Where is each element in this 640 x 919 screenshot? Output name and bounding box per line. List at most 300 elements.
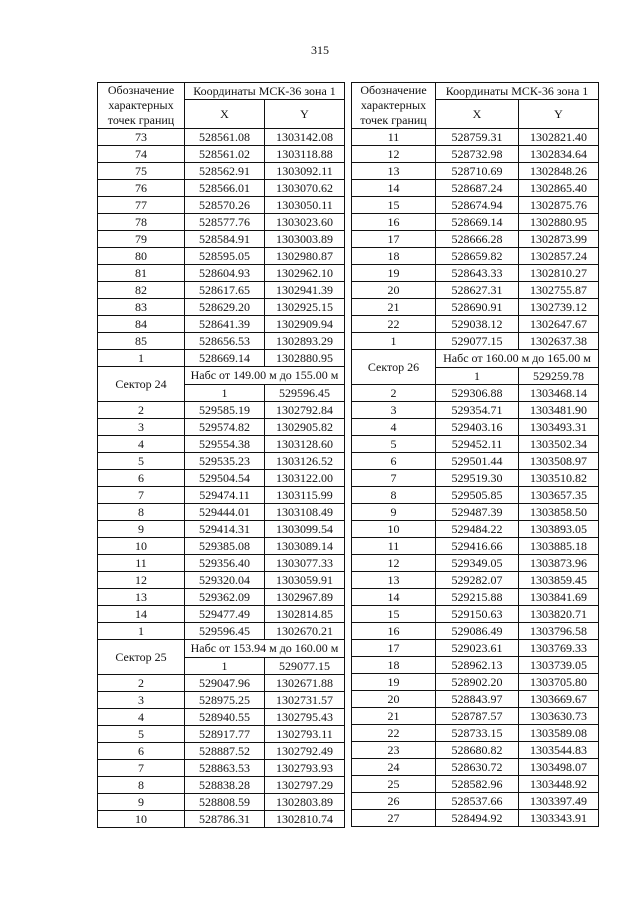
table-header-row xyxy=(98,83,345,100)
point-number-cell: 7 xyxy=(352,470,436,487)
x-coordinate-cell: 529349.05 xyxy=(436,555,519,572)
point-number-cell: 74 xyxy=(98,146,185,163)
coordinate-system-header: Координаты МСК-36 зона 1 xyxy=(185,83,345,100)
table-row xyxy=(352,436,599,453)
table-row xyxy=(352,708,599,725)
x-coordinate-cell: 528759.31 xyxy=(436,129,519,146)
point-number-cell: 2 xyxy=(352,385,436,402)
x-coordinate-cell: 529596.45 xyxy=(265,385,345,402)
x-coordinate-cell: 529047.96 xyxy=(185,675,265,692)
x-coordinate-cell: 529385.08 xyxy=(185,538,265,555)
point-number-cell: 11 xyxy=(98,555,185,572)
table-row xyxy=(352,163,599,180)
y-coordinate-cell: 1303510.82 xyxy=(519,470,599,487)
table-row xyxy=(98,521,345,538)
point-number-cell: 79 xyxy=(98,231,185,248)
y-coordinate-cell: 1302821.40 xyxy=(519,129,599,146)
table-row xyxy=(98,265,345,282)
y-coordinate-cell: 1302793.93 xyxy=(265,760,345,777)
table-row xyxy=(98,129,345,146)
point-number-cell: 21 xyxy=(352,299,436,316)
x-coordinate-cell: 528863.53 xyxy=(185,760,265,777)
x-coordinate-cell: 528494.92 xyxy=(436,810,519,827)
table-row xyxy=(352,793,599,810)
point-number-cell: 76 xyxy=(98,180,185,197)
y-coordinate-cell: 1302637.38 xyxy=(519,333,599,350)
y-coordinate-cell: 1303858.50 xyxy=(519,504,599,521)
y-coordinate-cell: 1303589.08 xyxy=(519,725,599,742)
x-coordinate-cell: 528733.15 xyxy=(436,725,519,742)
y-coordinate-cell: 1303769.33 xyxy=(519,640,599,657)
y-coordinate-cell: 1303115.99 xyxy=(265,487,345,504)
sector-label: Сектор 26 xyxy=(352,350,436,385)
x-coordinate-cell: 528584.91 xyxy=(185,231,265,248)
point-number-cell: 4 xyxy=(352,419,436,436)
coordinate-system-header: Координаты МСК-36 зона 1 xyxy=(436,83,599,100)
height-range-label: Набс от 149.00 м до 155.00 м xyxy=(185,367,345,385)
table-row xyxy=(352,197,599,214)
x-header: X xyxy=(436,100,519,129)
table-row xyxy=(352,521,599,538)
x-coordinate-cell: 528962.13 xyxy=(436,657,519,674)
table-row xyxy=(352,742,599,759)
y-coordinate-cell: 1303070.62 xyxy=(265,180,345,197)
y-coordinate-cell: 1302755.87 xyxy=(519,282,599,299)
table-row xyxy=(352,333,599,350)
table-row xyxy=(352,572,599,589)
y-coordinate-cell: 1302671.88 xyxy=(265,675,345,692)
y-coordinate-cell: 1302962.10 xyxy=(265,265,345,282)
x-coordinate-cell: 528537.66 xyxy=(436,793,519,810)
table-row xyxy=(98,640,345,658)
point-number-cell: 22 xyxy=(352,725,436,742)
point-number-cell: 2 xyxy=(98,402,185,419)
table-row xyxy=(352,657,599,674)
y-coordinate-cell: 1302873.99 xyxy=(519,231,599,248)
table-row xyxy=(352,623,599,640)
x-coordinate-cell: 528566.01 xyxy=(185,180,265,197)
y-coordinate-cell: 1302880.95 xyxy=(265,350,345,367)
point-number-cell: 25 xyxy=(352,776,436,793)
y-coordinate-cell: 1303059.91 xyxy=(265,572,345,589)
y-coordinate-cell: 1303003.89 xyxy=(265,231,345,248)
coordinates-table-right-body xyxy=(352,83,599,827)
y-coordinate-cell: 1302909.94 xyxy=(265,316,345,333)
table-row xyxy=(352,674,599,691)
x-coordinate-cell: 528917.77 xyxy=(185,726,265,743)
y-coordinate-cell: 1303859.45 xyxy=(519,572,599,589)
table-row xyxy=(98,555,345,572)
point-number-cell: 9 xyxy=(98,521,185,538)
point-number-cell: 18 xyxy=(352,248,436,265)
point-number-cell: 20 xyxy=(352,691,436,708)
table-row xyxy=(98,231,345,248)
y-coordinate-cell: 1303077.33 xyxy=(265,555,345,572)
y-coordinate-cell: 1302925.15 xyxy=(265,299,345,316)
x-header: X xyxy=(185,100,265,129)
x-coordinate-cell: 529150.63 xyxy=(436,606,519,623)
table-row xyxy=(352,265,599,282)
point-number-cell: 6 xyxy=(352,453,436,470)
x-coordinate-cell: 529585.19 xyxy=(185,402,265,419)
y-coordinate-cell: 1303508.97 xyxy=(519,453,599,470)
table-row xyxy=(352,640,599,657)
point-number-cell: 1 xyxy=(436,368,519,385)
table-row xyxy=(352,231,599,248)
point-number-cell: 85 xyxy=(98,333,185,350)
table-row xyxy=(98,436,345,453)
table-row xyxy=(98,589,345,606)
y-coordinate-cell: 1302880.95 xyxy=(519,214,599,231)
x-coordinate-cell: 528808.59 xyxy=(185,794,265,811)
x-coordinate-cell: 528687.24 xyxy=(436,180,519,197)
table-row xyxy=(352,282,599,299)
y-coordinate-cell: 1303493.31 xyxy=(519,419,599,436)
x-coordinate-cell: 529504.54 xyxy=(185,470,265,487)
point-number-cell: 1 xyxy=(352,333,436,350)
point-designation-header: Обозначение характерных точек границ xyxy=(98,83,185,129)
x-coordinate-cell: 528843.97 xyxy=(436,691,519,708)
table-row xyxy=(98,197,345,214)
point-number-cell: 8 xyxy=(352,487,436,504)
point-number-cell: 27 xyxy=(352,810,436,827)
table-row xyxy=(98,282,345,299)
x-coordinate-cell: 529519.30 xyxy=(436,470,519,487)
x-coordinate-cell: 529215.88 xyxy=(436,589,519,606)
y-coordinate-cell: 1302731.57 xyxy=(265,692,345,709)
point-number-cell: 3 xyxy=(352,402,436,419)
x-coordinate-cell: 529362.09 xyxy=(185,589,265,606)
x-coordinate-cell: 528787.57 xyxy=(436,708,519,725)
table-row xyxy=(352,385,599,402)
x-coordinate-cell: 529077.15 xyxy=(436,333,519,350)
table-row xyxy=(352,419,599,436)
x-coordinate-cell: 529077.15 xyxy=(265,658,345,675)
point-number-cell: 12 xyxy=(352,146,436,163)
y-coordinate-cell: 1303448.92 xyxy=(519,776,599,793)
point-number-cell: 2 xyxy=(98,675,185,692)
x-coordinate-cell: 528690.91 xyxy=(436,299,519,316)
x-coordinate-cell: 528561.02 xyxy=(185,146,265,163)
point-number-cell: 23 xyxy=(352,742,436,759)
table-row xyxy=(98,794,345,811)
table-row xyxy=(98,504,345,521)
y-coordinate-cell: 1303739.05 xyxy=(519,657,599,674)
point-number-cell: 4 xyxy=(98,709,185,726)
x-coordinate-cell: 529416.66 xyxy=(436,538,519,555)
point-designation-header: Обозначение характерных точек границ xyxy=(352,83,436,129)
point-number-cell: 15 xyxy=(352,606,436,623)
point-number-cell: 14 xyxy=(352,180,436,197)
y-coordinate-cell: 1303544.83 xyxy=(519,742,599,759)
point-number-cell: 17 xyxy=(352,231,436,248)
point-number-cell: 75 xyxy=(98,163,185,180)
table-row xyxy=(352,725,599,742)
table-row xyxy=(352,129,599,146)
y-coordinate-cell: 1302797.29 xyxy=(265,777,345,794)
y-coordinate-cell: 1303669.67 xyxy=(519,691,599,708)
x-coordinate-cell: 529038.12 xyxy=(436,316,519,333)
x-coordinate-cell: 528582.96 xyxy=(436,776,519,793)
point-number-cell: 13 xyxy=(352,572,436,589)
table-row xyxy=(352,776,599,793)
y-coordinate-cell: 1302980.87 xyxy=(265,248,345,265)
y-coordinate-cell: 1303142.08 xyxy=(265,129,345,146)
table-row xyxy=(352,759,599,776)
point-number-cell: 5 xyxy=(98,453,185,470)
x-coordinate-cell: 528975.25 xyxy=(185,692,265,709)
y-coordinate-cell: 1303481.90 xyxy=(519,402,599,419)
y-coordinate-cell: 1302848.26 xyxy=(519,163,599,180)
table-row xyxy=(98,760,345,777)
x-coordinate-cell: 529487.39 xyxy=(436,504,519,521)
point-number-cell: 22 xyxy=(352,316,436,333)
point-number-cell: 10 xyxy=(98,538,185,555)
y-coordinate-cell: 1303893.05 xyxy=(519,521,599,538)
x-coordinate-cell: 529477.49 xyxy=(185,606,265,623)
table-row xyxy=(352,691,599,708)
x-coordinate-cell: 529320.04 xyxy=(185,572,265,589)
x-coordinate-cell: 528940.55 xyxy=(185,709,265,726)
x-coordinate-cell: 529259.78 xyxy=(519,368,599,385)
point-number-cell: 13 xyxy=(352,163,436,180)
point-number-cell: 77 xyxy=(98,197,185,214)
x-coordinate-cell: 528561.08 xyxy=(185,129,265,146)
y-coordinate-cell: 1303343.91 xyxy=(519,810,599,827)
y-coordinate-cell: 1302739.12 xyxy=(519,299,599,316)
point-number-cell: 17 xyxy=(352,640,436,657)
y-coordinate-cell: 1302814.85 xyxy=(265,606,345,623)
y-coordinate-cell: 1303468.14 xyxy=(519,385,599,402)
point-number-cell: 3 xyxy=(98,692,185,709)
x-coordinate-cell: 528666.28 xyxy=(436,231,519,248)
point-number-cell: 81 xyxy=(98,265,185,282)
x-coordinate-cell: 529306.88 xyxy=(436,385,519,402)
y-coordinate-cell: 1303099.54 xyxy=(265,521,345,538)
x-coordinate-cell: 528710.69 xyxy=(436,163,519,180)
y-coordinate-cell: 1302670.21 xyxy=(265,623,345,640)
x-coordinate-cell: 529414.31 xyxy=(185,521,265,538)
y-coordinate-cell: 1303630.73 xyxy=(519,708,599,725)
point-number-cell: 10 xyxy=(352,521,436,538)
y-coordinate-cell: 1302893.29 xyxy=(265,333,345,350)
point-number-cell: 78 xyxy=(98,214,185,231)
table-row xyxy=(98,299,345,316)
table-row xyxy=(352,248,599,265)
x-coordinate-cell: 528629.20 xyxy=(185,299,265,316)
x-coordinate-cell: 528577.76 xyxy=(185,214,265,231)
y-coordinate-cell: 1303023.60 xyxy=(265,214,345,231)
point-number-cell: 20 xyxy=(352,282,436,299)
y-coordinate-cell: 1302865.40 xyxy=(519,180,599,197)
y-coordinate-cell: 1303092.11 xyxy=(265,163,345,180)
y-header: Y xyxy=(265,100,345,129)
y-coordinate-cell: 1303128.60 xyxy=(265,436,345,453)
point-number-cell: 4 xyxy=(98,436,185,453)
x-coordinate-cell: 529574.82 xyxy=(185,419,265,436)
table-row xyxy=(352,470,599,487)
table-row xyxy=(98,777,345,794)
x-coordinate-cell: 528570.26 xyxy=(185,197,265,214)
table-row xyxy=(98,146,345,163)
point-number-cell: 12 xyxy=(98,572,185,589)
page-number: 315 xyxy=(311,43,329,57)
point-number-cell: 80 xyxy=(98,248,185,265)
x-coordinate-cell: 529444.01 xyxy=(185,504,265,521)
height-range-label: Набс от 153.94 м до 160.00 м xyxy=(185,640,345,658)
table-row xyxy=(98,726,345,743)
point-number-cell: 9 xyxy=(352,504,436,521)
point-number-cell: 10 xyxy=(98,811,185,828)
y-coordinate-cell: 1302810.74 xyxy=(265,811,345,828)
sector-label: Сектор 24 xyxy=(98,367,185,402)
y-coordinate-cell: 1302967.89 xyxy=(265,589,345,606)
table-row xyxy=(98,811,345,828)
point-number-cell: 12 xyxy=(352,555,436,572)
y-coordinate-cell: 1302857.24 xyxy=(519,248,599,265)
y-coordinate-cell: 1303796.58 xyxy=(519,623,599,640)
table-row xyxy=(352,606,599,623)
table-row xyxy=(98,214,345,231)
point-number-cell: 82 xyxy=(98,282,185,299)
table-row xyxy=(98,538,345,555)
table-header-row xyxy=(352,83,599,100)
y-coordinate-cell: 1303397.49 xyxy=(519,793,599,810)
x-coordinate-cell: 529354.71 xyxy=(436,402,519,419)
table-row xyxy=(98,709,345,726)
point-number-cell: 1 xyxy=(98,350,185,367)
x-coordinate-cell: 528627.31 xyxy=(436,282,519,299)
y-coordinate-cell: 1303705.80 xyxy=(519,674,599,691)
x-coordinate-cell: 529501.44 xyxy=(436,453,519,470)
table-row xyxy=(352,402,599,419)
point-number-cell: 73 xyxy=(98,129,185,146)
point-number-cell: 11 xyxy=(352,538,436,555)
x-coordinate-cell: 529282.07 xyxy=(436,572,519,589)
y-coordinate-cell: 1302792.49 xyxy=(265,743,345,760)
table-row xyxy=(98,367,345,385)
point-number-cell: 1 xyxy=(185,658,265,675)
point-number-cell: 6 xyxy=(98,470,185,487)
y-coordinate-cell: 1303126.52 xyxy=(265,453,345,470)
table-row xyxy=(98,606,345,623)
point-number-cell: 1 xyxy=(98,623,185,640)
x-coordinate-cell: 528902.20 xyxy=(436,674,519,691)
x-coordinate-cell: 529505.85 xyxy=(436,487,519,504)
x-coordinate-cell: 528617.65 xyxy=(185,282,265,299)
table-row xyxy=(352,146,599,163)
table-row xyxy=(352,504,599,521)
y-coordinate-cell: 1302941.39 xyxy=(265,282,345,299)
x-coordinate-cell: 528732.98 xyxy=(436,146,519,163)
sector-label: Сектор 25 xyxy=(98,640,185,675)
y-coordinate-cell: 1303885.18 xyxy=(519,538,599,555)
point-number-cell: 8 xyxy=(98,777,185,794)
x-coordinate-cell: 528656.53 xyxy=(185,333,265,350)
x-coordinate-cell: 528669.14 xyxy=(185,350,265,367)
y-coordinate-cell: 1303118.88 xyxy=(265,146,345,163)
table-row xyxy=(98,248,345,265)
y-coordinate-cell: 1302793.11 xyxy=(265,726,345,743)
y-coordinate-cell: 1303089.14 xyxy=(265,538,345,555)
point-number-cell: 13 xyxy=(98,589,185,606)
table-row xyxy=(352,180,599,197)
table-row xyxy=(98,743,345,760)
table-row xyxy=(352,316,599,333)
table-row xyxy=(98,163,345,180)
x-coordinate-cell: 528643.33 xyxy=(436,265,519,282)
x-coordinate-cell: 529356.40 xyxy=(185,555,265,572)
table-row xyxy=(352,299,599,316)
x-coordinate-cell: 528838.28 xyxy=(185,777,265,794)
point-number-cell: 6 xyxy=(98,743,185,760)
x-coordinate-cell: 529452.11 xyxy=(436,436,519,453)
y-coordinate-cell: 1302803.89 xyxy=(265,794,345,811)
y-coordinate-cell: 1303873.96 xyxy=(519,555,599,572)
y-coordinate-cell: 1302905.82 xyxy=(265,419,345,436)
x-coordinate-cell: 528641.39 xyxy=(185,316,265,333)
point-number-cell: 7 xyxy=(98,760,185,777)
point-number-cell: 15 xyxy=(352,197,436,214)
x-coordinate-cell: 528562.91 xyxy=(185,163,265,180)
table-row xyxy=(98,623,345,640)
point-number-cell: 14 xyxy=(98,606,185,623)
table-row xyxy=(98,333,345,350)
x-coordinate-cell: 529023.61 xyxy=(436,640,519,657)
table-row xyxy=(98,675,345,692)
point-number-cell: 11 xyxy=(352,129,436,146)
y-coordinate-cell: 1303657.35 xyxy=(519,487,599,504)
y-coordinate-cell: 1303502.34 xyxy=(519,436,599,453)
y-coordinate-cell: 1303108.49 xyxy=(265,504,345,521)
y-header: Y xyxy=(519,100,599,129)
table-row xyxy=(98,350,345,367)
x-coordinate-cell: 529596.45 xyxy=(185,623,265,640)
table-row xyxy=(98,692,345,709)
point-number-cell: 5 xyxy=(352,436,436,453)
table-row xyxy=(98,572,345,589)
table-row xyxy=(98,180,345,197)
y-coordinate-cell: 1303820.71 xyxy=(519,606,599,623)
y-coordinate-cell: 1303050.11 xyxy=(265,197,345,214)
x-coordinate-cell: 529403.16 xyxy=(436,419,519,436)
x-coordinate-cell: 529535.23 xyxy=(185,453,265,470)
point-number-cell: 83 xyxy=(98,299,185,316)
table-row xyxy=(352,453,599,470)
y-coordinate-cell: 1303498.07 xyxy=(519,759,599,776)
x-coordinate-cell: 529086.49 xyxy=(436,623,519,640)
y-coordinate-cell: 1302875.76 xyxy=(519,197,599,214)
point-number-cell: 5 xyxy=(98,726,185,743)
point-number-cell: 3 xyxy=(98,419,185,436)
point-number-cell: 8 xyxy=(98,504,185,521)
point-number-cell: 9 xyxy=(98,794,185,811)
point-number-cell: 7 xyxy=(98,487,185,504)
x-coordinate-cell: 528680.82 xyxy=(436,742,519,759)
table-row xyxy=(352,810,599,827)
table-row xyxy=(352,538,599,555)
coordinates-table-left-body xyxy=(98,83,345,828)
table-row xyxy=(98,316,345,333)
y-coordinate-cell: 1302792.84 xyxy=(265,402,345,419)
point-number-cell: 19 xyxy=(352,265,436,282)
table-row xyxy=(98,470,345,487)
x-coordinate-cell: 529554.38 xyxy=(185,436,265,453)
x-coordinate-cell: 528595.05 xyxy=(185,248,265,265)
table-row xyxy=(98,402,345,419)
point-number-cell: 21 xyxy=(352,708,436,725)
point-number-cell: 16 xyxy=(352,623,436,640)
